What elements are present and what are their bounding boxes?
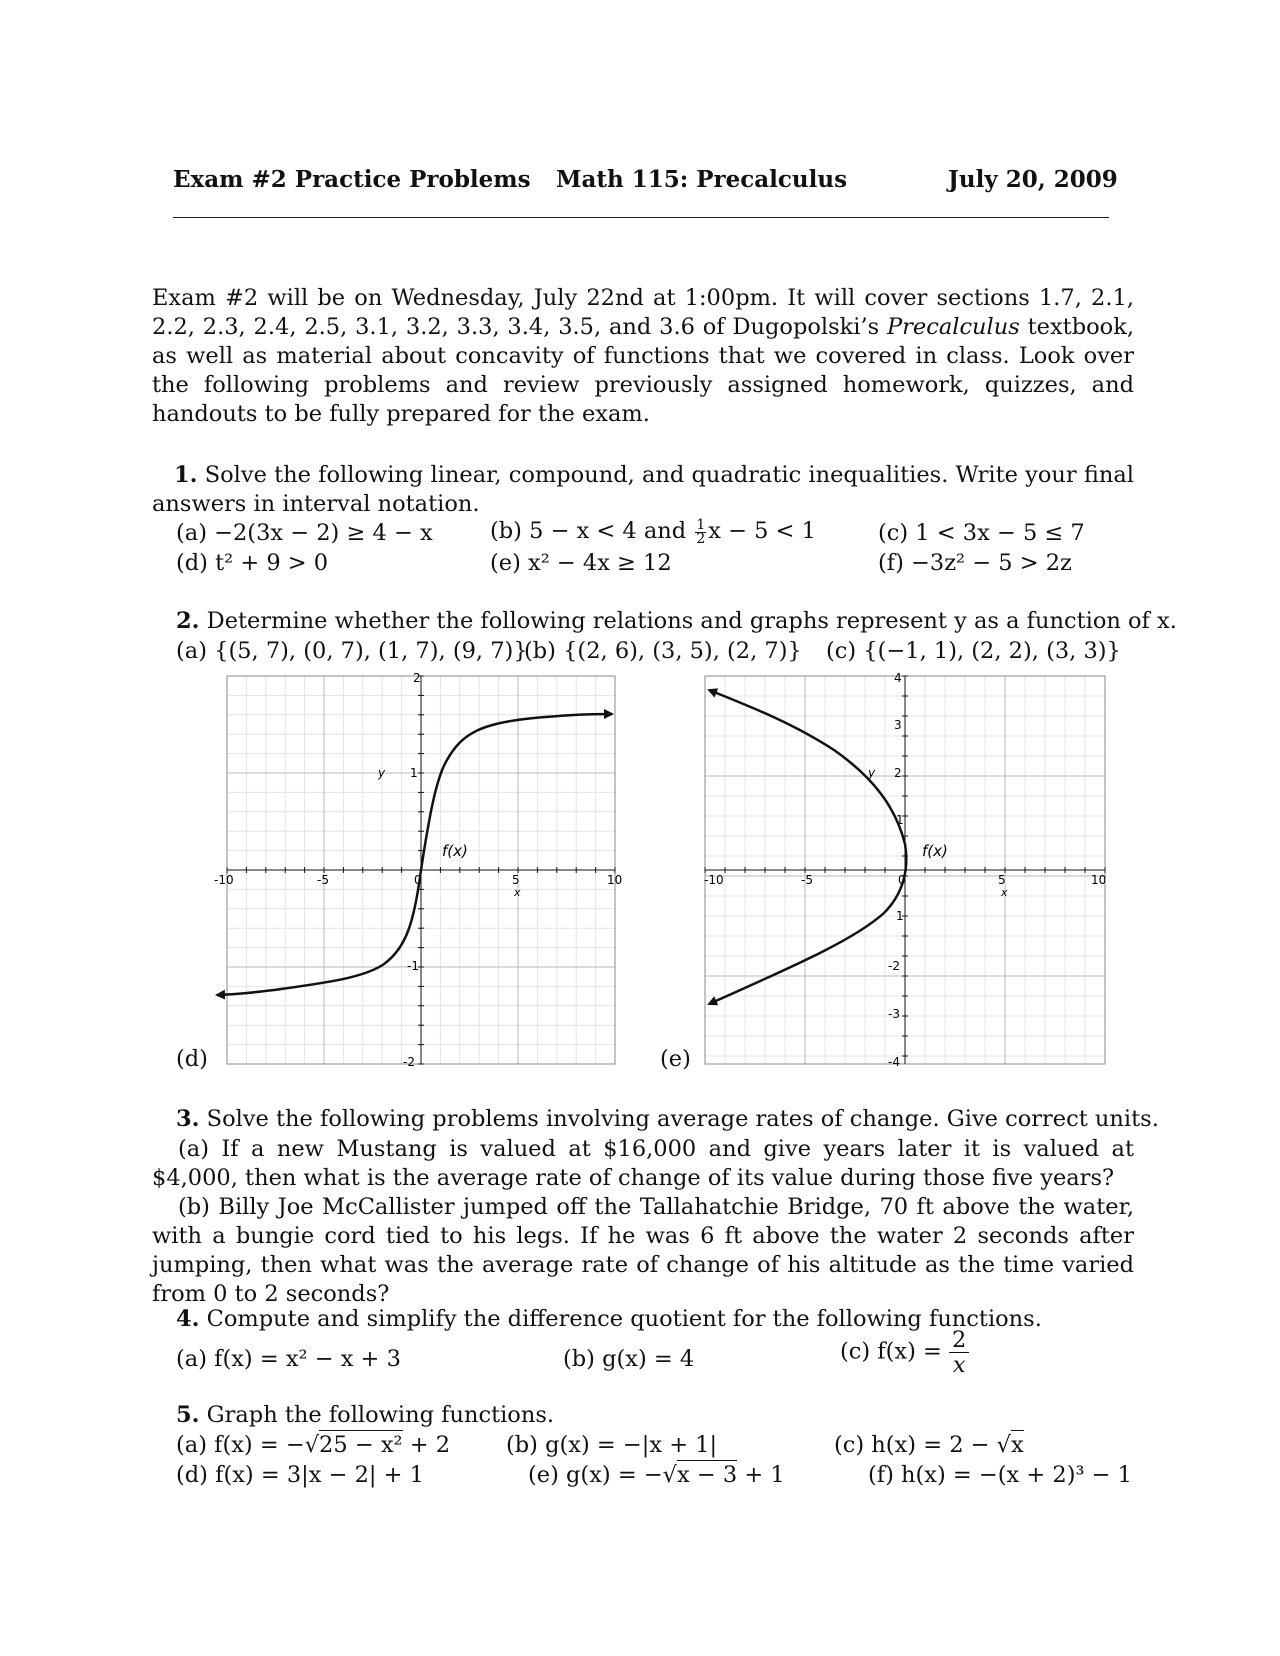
graph-d-xtick-10: 10 — [607, 873, 623, 887]
q5-e — [528, 1462, 785, 1488]
graph-e-y-label: y — [868, 766, 876, 780]
q2-b: (b) {(2, 6), (3, 5), (2, 7)} — [524, 638, 802, 664]
intro-book: Precalculus — [887, 314, 1020, 340]
q2-d-label: (d) — [176, 1046, 208, 1072]
graph-e — [704, 668, 1112, 1070]
intro-paragraph — [152, 284, 1134, 429]
q1-b — [490, 518, 816, 546]
q2-text: Determine whether the following relations and graphs represent y as a function of x. — [206, 608, 1177, 634]
graph-d-ytick-m2: -2 — [403, 1055, 415, 1069]
q4-c-fraction — [949, 1328, 969, 1377]
header-rule — [173, 217, 1109, 218]
q5-number: 5. — [176, 1402, 200, 1428]
q4-c-pre: (c) f(x) = — [840, 1338, 950, 1365]
q3-number: 3. — [176, 1106, 200, 1132]
graph-e-xtick-0: 0 — [898, 873, 906, 887]
q5-f: (f) h(x) = −(x + 2)³ − 1 — [868, 1462, 1132, 1488]
graph-e-xtick-m5: -5 — [801, 873, 813, 887]
q3-a: (a) If a new Mustang is valued at $16,000 and give years later it is valued at $4,000, then what is the average rate of change of its value during those five years? — [152, 1136, 1134, 1191]
q2-e-label: (e) — [660, 1046, 691, 1072]
graph-d-y-label: y — [378, 766, 386, 780]
q5-c-pre: (c) h(x) = 2 − √ — [834, 1432, 1012, 1458]
q1-b-post: x − 5 < 1 — [708, 518, 816, 544]
graph-e-ytick-3: 3 — [894, 718, 902, 732]
q5-a-post: + 2 — [402, 1432, 451, 1458]
graph-d-ytick-2: 2 — [413, 671, 421, 685]
graph-e-ytick-m3: -3 — [888, 1007, 900, 1021]
q3-text: Solve the following problems involving average rates of change. Give correct units. — [206, 1106, 1159, 1132]
q5-a-radicand: 25 − x² — [319, 1432, 403, 1458]
q5-c — [834, 1432, 1024, 1458]
graph-d-ytick-1: 1 — [410, 766, 418, 780]
graph-d-xtick-5: 5 — [512, 873, 520, 887]
q4-b: (b) g(x) = 4 — [563, 1346, 695, 1372]
q3-prompt — [176, 1106, 1159, 1132]
graph-d-func-label: f(x) — [442, 842, 468, 860]
q2-a: (a) {(5, 7), (0, 7), (1, 7), (9, 7)} — [176, 638, 528, 664]
graph-e-ytick-m2: -2 — [888, 959, 900, 973]
graph-e-x-label: x — [1001, 886, 1008, 899]
q3-b: (b) Billy Joe McCallister jumped off the Tallahatchie Bridge, 70 ft above the water, with a bungie cord tied to his legs. If he was 6 ft above the water 2 seconds after jumping, then what was the average rate of change of his altitude as the time varied from 0 to 2 seconds? — [152, 1194, 1134, 1307]
graph-e-ytick-m1: 1 — [896, 909, 904, 923]
q5-e-radicand: x − 3 — [677, 1462, 738, 1488]
graph-e-xtick-m10: -10 — [704, 873, 724, 887]
graph-d-curve-lower — [217, 870, 421, 995]
graph-e-ytick-m4: -4 — [888, 1055, 900, 1069]
graph-e-xtick-5: 5 — [998, 873, 1006, 887]
graph-e-ytick-1: 1 — [896, 813, 904, 827]
q5-e-pre: (e) g(x) = −√ — [528, 1462, 678, 1488]
q1-a: (a) −2(3x − 2) ≥ 4 − x — [176, 520, 433, 546]
graph-d-xtick-m5: -5 — [317, 873, 329, 887]
header-center: Math 115: Precalculus — [556, 166, 848, 193]
q1-b-fraction — [695, 516, 706, 547]
q4-text: Compute and simplify the difference quotient for the following functions. — [206, 1306, 1042, 1332]
graph-e-ytick-2: 2 — [894, 766, 902, 780]
q1-d: (d) t² + 9 > 0 — [176, 550, 329, 576]
q1-b-den: 2 — [696, 530, 706, 547]
q5-a — [176, 1432, 450, 1458]
graph-d-x-label: x — [514, 886, 521, 899]
q5-b: (b) g(x) = −|x + 1| — [506, 1432, 718, 1458]
q1-number: 1. — [174, 462, 198, 488]
q1-text: Solve the following linear, compound, and quadratic inequalities. Write your final answers in interval notation. — [152, 462, 1134, 517]
q2-c: (c) {(−1, 1), (2, 2), (3, 3)} — [826, 638, 1121, 664]
q1-c: (c) 1 < 3x − 5 ≤ 7 — [878, 520, 1085, 546]
header-left: Exam #2 Practice Problems — [173, 166, 531, 193]
graph-d-ytick-m1: -1 — [407, 959, 419, 973]
q4-a: (a) f(x) = x² − x + 3 — [176, 1346, 401, 1372]
q4-c-den: x — [952, 1352, 966, 1378]
graph-e-xtick-10: 10 — [1091, 873, 1107, 887]
q1-f: (f) −3z² − 5 > 2z — [878, 550, 1072, 576]
q1-prompt — [152, 461, 1134, 519]
graph-e-func-label: f(x) — [922, 842, 948, 860]
q2-prompt — [176, 608, 1177, 634]
q2-number: 2. — [176, 608, 200, 634]
q5-d: (d) f(x) = 3|x − 2| + 1 — [176, 1462, 424, 1488]
q4-number: 4. — [176, 1306, 200, 1332]
intro-part1: Exam #2 will be on Wednesday, July 22nd at 1:00pm. It will cover sections 1.7, 2.1, 2.2, 2.3, 2.4, 2.5, 3.1, 3.2, 3.3, 3.4, 3.5, and 3.6 of Dugopolski’s — [152, 285, 1134, 340]
graph-e-ytick-4: 4 — [894, 671, 902, 685]
intro-part2: textbook, as well as material about concavity of functions that we covered in class. Look over the following problems and review previously assigned homework, quizzes, and handouts to be fully prepared for the exam. — [152, 314, 1134, 427]
q5-prompt — [176, 1402, 554, 1428]
q5-e-post: + 1 — [737, 1462, 785, 1488]
q1-b-pre: (b) 5 − x < 4 and — [490, 518, 694, 544]
q5-a-pre: (a) f(x) = −√ — [176, 1432, 320, 1458]
graph-d-xtick-m10: -10 — [214, 873, 234, 887]
graph-d — [214, 668, 634, 1070]
q4-c-num: 2 — [949, 1328, 969, 1353]
graph-d-xtick-0: 0 — [414, 873, 422, 887]
header-right: July 20, 2009 — [948, 166, 1118, 193]
graph-e-curve-upper — [709, 690, 905, 844]
q4-c — [840, 1328, 969, 1377]
graph-e-curve-lower — [709, 844, 906, 1004]
q1-b-num: 1 — [696, 516, 706, 533]
q5-c-radicand: x — [1011, 1432, 1024, 1458]
q5-text: Graph the following functions. — [206, 1402, 555, 1428]
q1-e: (e) x² − 4x ≥ 12 — [490, 550, 672, 576]
